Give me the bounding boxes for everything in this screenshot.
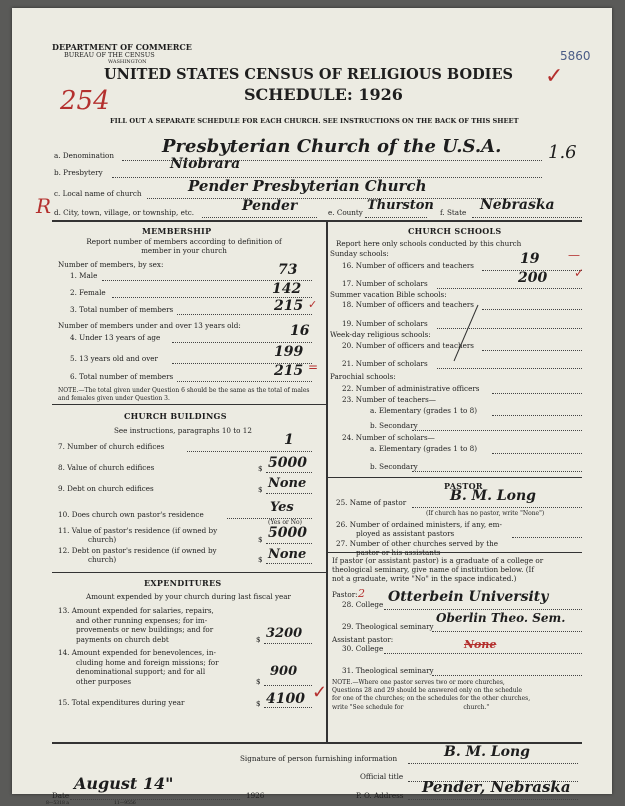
address-label: P. O. Address (356, 791, 404, 800)
q30-value: None (464, 638, 497, 651)
q6-value: 215 (274, 363, 304, 379)
local-name-value: Pender Presbyterian Church (188, 177, 427, 195)
q25-label: 25. Name of pastor (336, 498, 407, 507)
state-label: f. State (440, 208, 467, 217)
instruction-line: FILL OUT A SEPARATE SCHEDULE FOR EACH CHURCH. SEE INSTRUCTIONS ON THE BACK OF THIS SHEET (110, 117, 519, 125)
q17-label: 17. Number of scholars (342, 279, 428, 288)
denomination-value: Presbyterian Church of the U.S.A. (162, 136, 502, 157)
county-label: e. County (328, 208, 363, 217)
q1-value: 73 (278, 262, 298, 278)
q10-label: 10. Does church own pastor's residence (58, 510, 204, 519)
q9-value: None (268, 476, 307, 491)
q27-label: 27. Number of other churches served by the pastor or his assistants (336, 539, 499, 557)
q15-label: 15. Total expenditures during year (58, 698, 185, 707)
q24-label: 24. Number of scholars— (342, 433, 435, 442)
q22-label: 22. Number of administrative officers (342, 384, 480, 393)
q25-value: B. M. Long (450, 488, 536, 504)
pastor-title: PASTOR (444, 481, 483, 491)
side-number: 1.6 (548, 142, 577, 163)
red-checkmark: ✓ (545, 64, 564, 89)
q9-label: 9. Debt on church edifices (58, 484, 154, 493)
city-name: WASHINGTON (108, 59, 147, 65)
q18-label: 18. Number of officers and teachers (342, 300, 474, 309)
q16-value: 19 (520, 251, 540, 267)
q5-value: 199 (274, 344, 304, 360)
local-name-label: c. Local name of church (54, 189, 142, 198)
denomination-label: a. Denomination (54, 151, 114, 160)
q17-value: 200 (518, 270, 548, 286)
presbytery-value: Niobrara (170, 156, 241, 172)
signature-value: B. M. Long (444, 744, 530, 760)
q6-label: 6. Total number of members (70, 372, 174, 381)
q11-value: 5000 (268, 525, 307, 541)
q12-label: 12. Debt on pastor's residence (if owned by (58, 546, 217, 555)
date-value: August 14" (74, 774, 174, 793)
schools-title: CHURCH SCHOOLS (408, 226, 502, 236)
q29-value: Oberlin Theo. Sem. (436, 611, 566, 625)
date-label: Date (52, 791, 70, 800)
buildings-title: CHURCH BUILDINGS (124, 411, 227, 421)
q19-label: 19. Number of scholars (342, 319, 428, 328)
dept-name: DEPARTMENT OF COMMERCE (52, 42, 192, 52)
q23-label: 23. Number of teachers— (342, 395, 436, 404)
q12-value: None (268, 547, 307, 562)
expenditures-title: EXPENDITURES (144, 578, 222, 588)
red-margin-mark: R (36, 194, 52, 218)
q6-red-mark: = (308, 360, 319, 374)
q26-label: 26. Number of ordained ministers, if any, em- ployed as assistant pastors (336, 520, 502, 538)
q7-value: 1 (284, 432, 294, 448)
county-value: Thurston (367, 198, 434, 213)
membership-intro: Report number of members according to definition of member in your church (86, 237, 282, 255)
college-note: If pastor (or assistant pastor) is a graduate of a college or theological seminary, give name of institution below. (If not a graduate, write "No" in the space indicated.) (332, 556, 544, 583)
expenditures-sub: Amount expended by your church during last fiscal year (86, 592, 291, 601)
q28-value: Otterbein University (388, 589, 549, 605)
signature-label: Signature of person furnishing information (240, 754, 398, 763)
by-age-label: Number of members under and over 13 years old: (58, 321, 241, 330)
q7-label: 7. Number of church edifices (58, 442, 165, 451)
red-2-mark: 2 (358, 587, 365, 600)
state-value: Nebraska (480, 197, 555, 213)
buildings-sub: See instructions, paragraphs 10 to 12 (114, 426, 252, 435)
q8-value: 5000 (268, 455, 307, 471)
address-value: Pender, Nebraska (422, 778, 571, 796)
q3-label: 3. Total number of members (70, 305, 174, 314)
q16-label: 16. Number of officers and teachers (342, 261, 474, 270)
q14-label: 14. Amount expended for benevolences, in- cluding home and foreign missions; for denominational support; and for all other purposes (58, 648, 219, 686)
serial-number: 5860 (560, 49, 591, 63)
center-rule (326, 220, 328, 742)
city-value: Pender (242, 198, 298, 214)
q3-red-tick: ✓ (308, 298, 318, 311)
by-sex-label: Number of members, by sex: (58, 260, 164, 269)
q14-value: 900 (270, 664, 298, 679)
date-year: 1926 (246, 791, 265, 800)
q15-value: 4100 (266, 691, 305, 707)
q15-red-tick: ✓ (312, 682, 328, 703)
q3-value: 215 (274, 298, 304, 314)
schools-intro: Report here only schools conducted by this church (336, 239, 522, 248)
schedule-title: SCHEDULE: 1926 (244, 85, 403, 104)
official-title-label: Official title (360, 772, 404, 781)
q2-label: 2. Female (70, 288, 106, 297)
membership-note: NOTE.—The total given under Question 6 should be the same as the total of males and females given under Question 3. (58, 387, 310, 402)
q13-value: 3200 (266, 626, 303, 641)
pastor-note: NOTE.—Where one pastor serves two or more churches, Questions 28 and 29 should be answered only on the schedule for one of the churches; on the schedules for the other churches, write "See schedule for church." (332, 679, 531, 711)
q28-label: 28. College (342, 600, 384, 609)
q20-label: 20. Number of officers and teachers (342, 341, 474, 350)
q11-label: 11. Value of pastor's residence (if owned by (58, 526, 218, 535)
q4-label: 4. Under 13 years of age (70, 333, 161, 342)
q13-label: 13. Amount expended for salaries, repairs, and other running expenses; for im- provements or new buildings; and for payments on church debt (58, 606, 214, 644)
q21-label: 21. Number of scholars (342, 359, 428, 368)
q1-label: 1. Male (70, 271, 98, 280)
schools-strike-mark (452, 303, 482, 363)
q10-value: Yes (270, 500, 294, 515)
q4-value: 16 (290, 323, 310, 339)
membership-title: MEMBERSHIP (142, 226, 212, 236)
q10-hint: (Yes or No) (268, 519, 302, 526)
q8-label: 8. Value of church edifices (58, 463, 155, 472)
q30-label: 30. College (342, 644, 384, 653)
presbytery-label: b. Presbytery (54, 168, 103, 177)
top-rule (52, 220, 582, 222)
q2-value: 142 (272, 281, 302, 297)
q31-label: 31. Theological seminary (342, 666, 434, 675)
city-label: d. City, town, village, or township, etc. (54, 208, 195, 217)
red-number: 254 (60, 86, 110, 116)
form-title: UNITED STATES CENSUS OF RELIGIOUS BODIES (104, 66, 513, 83)
bureau-name: BUREAU OF THE CENSUS (64, 51, 155, 59)
q5-label: 5. 13 years old and over (70, 354, 158, 363)
q29-label: 29. Theological seminary (342, 622, 434, 631)
census-form: DEPARTMENT OF COMMERCE BUREAU OF THE CENSUS WASHINGTON UNITED STATES CENSUS OF RELIGIOUS BODIES SCHEDULE: 1926 FILL OUT A SEPARATE SCHEDULE FOR EACH CHURCH. SEE INSTRUCTIONS ON THE BACK OF THIS SHEET 5860 254 ✓ R 1.6 a. Denomination Presbyterian Church of the U.S.A. b. Presbytery Niobrara c. Local name of church Pender Presbyterian Church d. City, town, village, or township, etc. Pender e. County Thurston f. State Nebraska MEMBERSHIP Report number of members according to definition of member in your church Number of members, by sex: 1. Male 73 2. Female 142 3. Total number of members 215 ✓ Number of members under and over 13 years old: 4. Under 13 years of age 16 5. 13 years old and over 199 6. Total number of members 215 = NOTE.—The total given under Question 6 should be the same as the total of males and females given under Question 3. CHURCH BUILDINGS See instructions, paragraphs 10 to 12 7. Number of church edifices 1 8. Value of church edifices $ 5000 9. Debt on church edifices $ None 10. Does church own pastor's residence Yes (Yes or No) 11. Value of pastor's residence (if owned by church) $ 5000 12. Debt on pastor's residence (if owned by church) $ None EXPENDITURES Amount expended by your church during last fiscal year 13. Amount expended for salaries, repairs, and other running expenses; for im- provements or new buildings; and for payments on church debt $ 3200 14. Amount expended for benevolences, in- cluding home and foreign missions; for denominational support; and for all other purposes $ 900 15. Total expenditures during year $ 4100 ✓ CHURCH SCHOOLS Report here only schools conducted by this church Sunday schools: 16. Number of officers and teachers 19 — 17. Number of scholars 200 ✓ Summer vacation Bible schools: 18. Number of officers and teachers 19. Number of scholars Week-day religious schools: 20. Number of officers and teachers 21. Number of scholars Parochial schools: 22. Number of administrative officers 23. Number of teachers— a. Elementary (grades 1 to 8) b. Secondary 24. Number of scholars— a. Elementary (grades 1 to 8) b. Secondary PASTOR 25. Name of pastor B. M. Long (If church has no pastor, write "None") 26. Number of ordained ministers, if any, em- ployed as assistant pastors 27. Number of other churches served by the pastor or his assistants If pastor (or assistant pastor) is a graduate of a college or theological seminary, give name of institution below. (If not a graduate, write "No" in the space indicated.) Pastor: 2 28. College Otterbein University 29. Theological seminary Oberlin Theo. Sem. Assistant pastor: 30. College None 31. Theological seminary NOTE.—Where one pastor serves two or more churches, Questions 28 and 29 should be answered only on the schedule for one of the churches; on the schedules for the other churches, write "See schedule for church." Signature of person furnishing information B. M. Long Official title Date August 14" 1926 8—5318 a 11—9556 P. O. Address Pender, Nebraska (12, 8, 612, 794)
